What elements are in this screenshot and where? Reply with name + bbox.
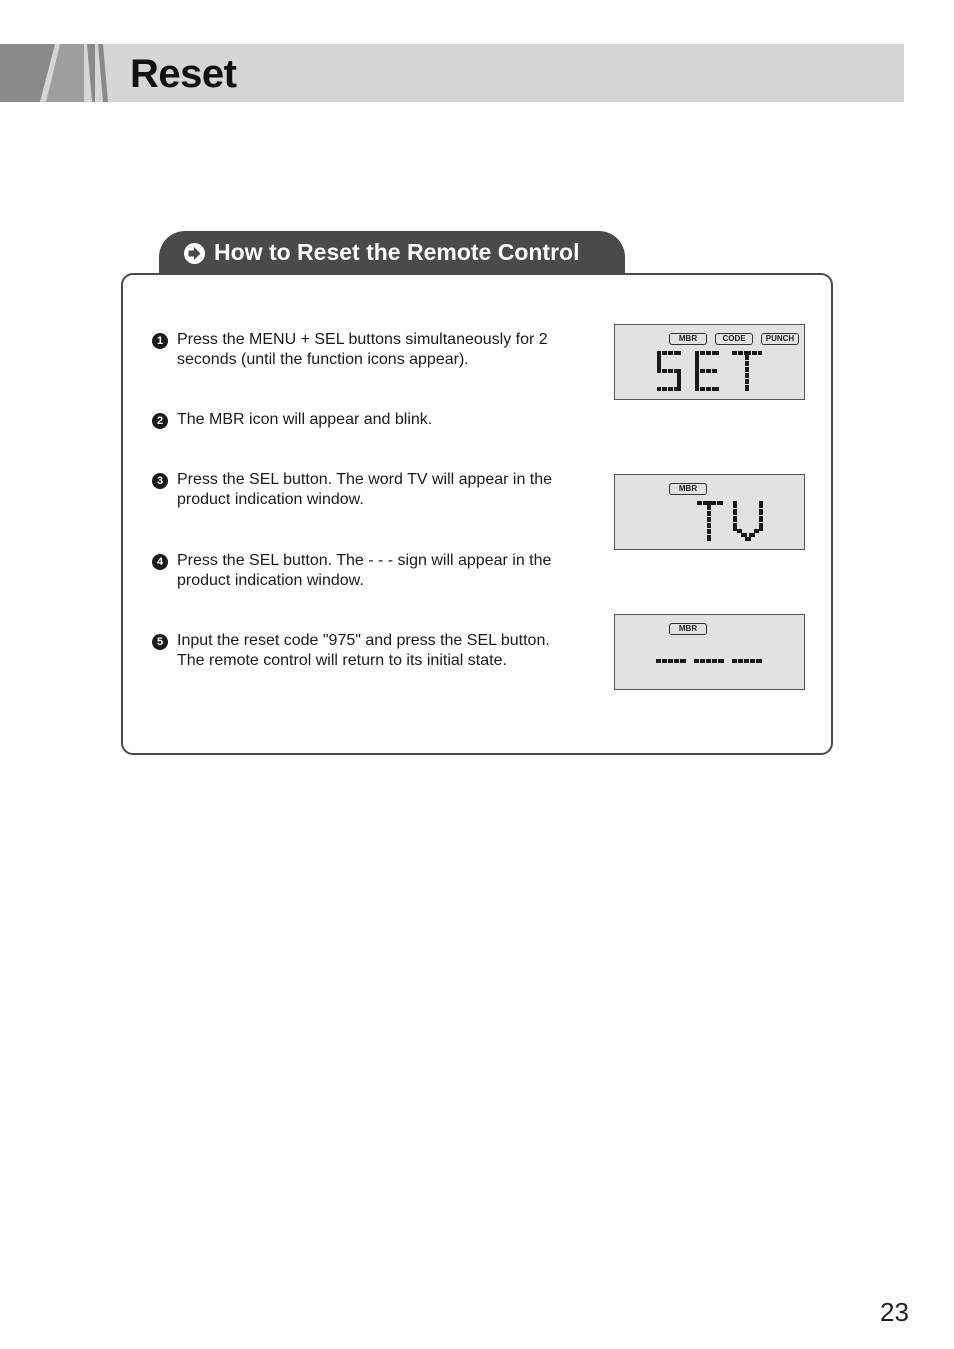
lcd-icon-label: MBR xyxy=(669,483,707,495)
step-text: Press the SEL button. The - - - sign will appear in the product indication window. xyxy=(177,552,552,589)
step-3 xyxy=(152,470,592,510)
header-stripes-decoration xyxy=(0,44,120,102)
step-text: Press the SEL button. The word TV will appear in the product indication window. xyxy=(177,471,553,508)
step-number-badge: 5 xyxy=(152,634,168,650)
step-1 xyxy=(152,330,592,370)
page-title: Reset xyxy=(130,52,237,96)
step-5 xyxy=(152,631,592,671)
lcd-icon-label: MBR xyxy=(669,333,707,345)
step-number-badge: 3 xyxy=(152,473,168,489)
step-2 xyxy=(152,410,592,430)
page-number: 23 xyxy=(880,1297,909,1327)
lcd-display-tv xyxy=(614,474,805,550)
lcd-segment-text xyxy=(615,325,806,401)
lcd-icon-label: MBR xyxy=(669,623,707,635)
lcd-segment-text xyxy=(615,475,806,551)
lcd-display-set xyxy=(614,324,805,400)
section-tab xyxy=(159,231,625,273)
step-4 xyxy=(152,551,592,591)
step-number-badge: 1 xyxy=(152,333,168,349)
lcd-icon-label: CODE xyxy=(715,333,753,345)
lcd-icon-label: PUNCH xyxy=(761,333,799,345)
step-number-badge: 2 xyxy=(152,413,168,429)
lcd-display-dashes xyxy=(614,614,805,690)
step-number-badge: 4 xyxy=(152,554,168,570)
step-text: The MBR icon will appear and blink. xyxy=(177,411,433,428)
section-title: How to Reset the Remote Control xyxy=(214,239,580,265)
arrow-right-circle-icon xyxy=(183,242,206,265)
step-text: Press the MENU + SEL buttons simultaneously for 2 seconds (until the function icons appear). xyxy=(177,331,548,368)
step-text: Input the reset code "975" and press the SEL button. The remote control will return to its initial state. xyxy=(177,632,550,669)
lcd-segment-text xyxy=(615,615,806,691)
